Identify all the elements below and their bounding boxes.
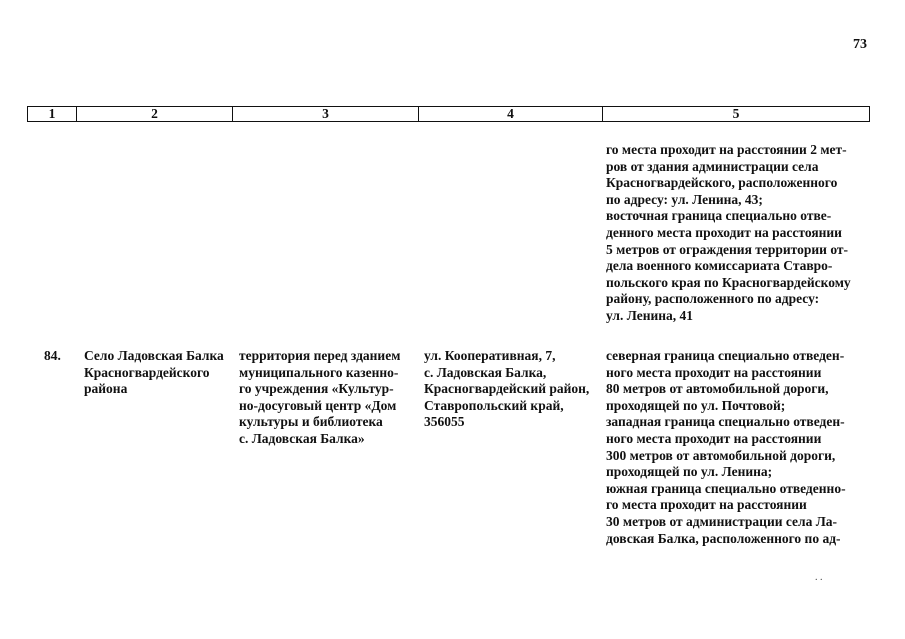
text-line: довская Балка, расположенного по ад- bbox=[606, 530, 841, 546]
column-header-table bbox=[27, 106, 870, 122]
row-number: 84. bbox=[44, 348, 61, 363]
text-line: муниципального казенно- bbox=[239, 364, 399, 380]
boundaries-text bbox=[606, 348, 865, 547]
text-line: Красногвардейского, расположенного bbox=[606, 175, 838, 191]
text-line: проходящей по ул. Почтовой; bbox=[606, 397, 786, 413]
text-line: проходящей по ул. Ленина; bbox=[606, 464, 773, 480]
text-line: с. Ладовская Балка, bbox=[424, 364, 547, 380]
text-line: ного места проходит на расстоянии bbox=[606, 430, 822, 446]
text-line: польского края по Красногвардейскому bbox=[606, 274, 851, 290]
text-line: 356055 bbox=[424, 414, 465, 430]
text-line: южная граница специально отведенно- bbox=[606, 480, 846, 496]
text-line: го места проходит на расстоянии bbox=[606, 497, 807, 513]
text-line: района bbox=[84, 381, 128, 397]
settlement-name bbox=[84, 348, 232, 398]
text-line: Красногвардейского bbox=[84, 364, 210, 380]
text-line: району, расположенного по адресу: bbox=[606, 291, 820, 307]
column-header-3: 3 bbox=[233, 107, 419, 122]
text-line: Красногвардейский район, bbox=[424, 381, 590, 397]
column-header-1: 1 bbox=[28, 107, 77, 122]
text-line: северная граница специально отведен- bbox=[606, 348, 845, 363]
text-line: Ставропольский край, bbox=[424, 397, 564, 413]
text-line: но-досуговый центр «Дом bbox=[239, 397, 397, 413]
text-line: 300 метров от автомобильной дороги, bbox=[606, 447, 836, 463]
text-line: 80 метров от автомобильной дороги, bbox=[606, 381, 829, 397]
column-header-2: 2 bbox=[77, 107, 233, 122]
text-line: территория перед зданием bbox=[239, 348, 401, 363]
text-line: с. Ладовская Балка» bbox=[239, 430, 365, 446]
scan-artifact-mark: . . bbox=[815, 572, 823, 583]
text-line: ного места проходит на расстоянии bbox=[606, 364, 822, 380]
text-line: го учреждения «Культур- bbox=[239, 381, 394, 397]
text-line: ул. Кооперативная, 7, bbox=[424, 348, 556, 363]
column-header-row bbox=[28, 107, 870, 122]
text-line: по адресу: ул. Ленина, 43; bbox=[606, 191, 763, 207]
text-line: 5 метров от ограждения территории от- bbox=[606, 241, 849, 257]
text-line: го места проходит на расстоянии 2 мет- bbox=[606, 142, 847, 157]
page-number: 73 bbox=[853, 37, 867, 52]
text-line: денного места проходит на расстоянии bbox=[606, 224, 842, 240]
column-header-5: 5 bbox=[603, 107, 870, 122]
text-line: дела военного комиссариата Ставро- bbox=[606, 258, 833, 274]
address-text bbox=[424, 348, 602, 431]
text-line: ул. Ленина, 41 bbox=[606, 307, 694, 323]
text-line: западная граница специально отведен- bbox=[606, 414, 845, 430]
text-line: культуры и библиотека bbox=[239, 414, 383, 430]
text-line: Село Ладовская Балка bbox=[84, 348, 224, 363]
text-line: 30 метров от администрации села Ла- bbox=[606, 513, 838, 529]
text-line: ров от здания администрации села bbox=[606, 158, 819, 174]
continued-boundaries-text bbox=[606, 142, 865, 325]
text-line: восточная граница специально отве- bbox=[606, 208, 832, 224]
column-header-4: 4 bbox=[419, 107, 603, 122]
territory-description bbox=[239, 348, 415, 448]
